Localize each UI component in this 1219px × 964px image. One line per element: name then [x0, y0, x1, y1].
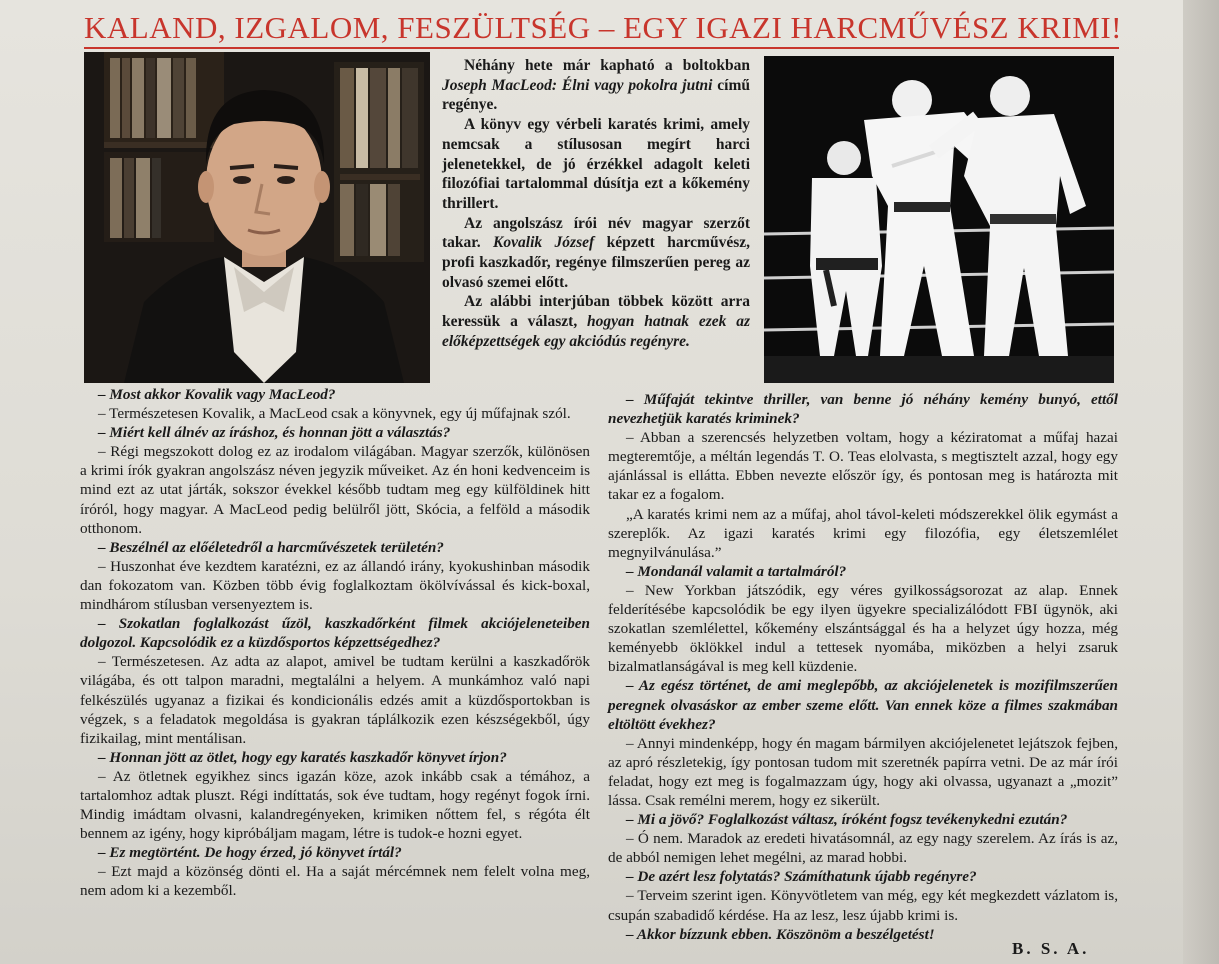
interview-question: – Akkor bízzunk ebben. Köszönöm a beszélgetést!: [626, 925, 935, 943]
intro-paragraph: A könyv egy vérbeli karatés krimi, amely nemcsak a stílusosan megírt harci jelenetekkel, de jó érzékkel adagolt keleti filozófiai tartalommal dúsítja ezt a kőkemény thrillert.: [442, 116, 750, 212]
interview-answer: – Huszonhat éve kezdtem karatézni, ez az állandó irány, kyokushinban második dan fokozatom van. Közben több évig foglalkoztam ökölvívással és kick-boxal, mindhárom stílusban versenyeztem is.: [80, 557, 590, 614]
interview-answer: – New Yorkban játszódik, egy véres gyilkosságsorozat az alap. Ennek felderítésébe kapcsolódik be egy ilyen ügyekre specializálódott FBI ügynök, aki szokatlan szemlélettel, kőkemény elszántsággal és ha a helyzet úgy hozza, még keményebb öklökkel indul a tettesek nyomába, miközben a helyi zsaruk bizalmatlanságával is meg kell küzdenie.: [608, 581, 1118, 676]
interview-answer: – Az ötletnek egyikhez sincs igazán köze, azok inkább csak a témához, a tartalomhoz adtak pluszt. Régi indíttatás, sok éve tudtam, hogy regényt fogok írni. Mindig imádtam olvasni, kalandregényeken, krimiken nőttem fel, s régóta élt bennem az igény, hogy kipróbáljam magam, létre is tudok-e hozni egyet.: [80, 767, 590, 843]
article-intro: [442, 56, 750, 352]
author-name: Kovalik József: [493, 234, 595, 252]
book-title: Joseph MacLeod: Élni vagy pokolra jutni: [442, 76, 713, 94]
interview-answer: – Terveim szerint igen. Könyvötletem van még, egy két megkezdett vázlatom is, csupán szabadidő kérdése. Ha az lesz, lesz újabb krimi is.: [608, 887, 1118, 924]
headline-rule: [84, 47, 1119, 49]
fight-illustration: [764, 56, 1114, 383]
interview-answer: – Annyi mindenképp, hogy én magam bármilyen akciójelenetet lejátszok fejben, az apró részletekig, így pontosan tudom mit szeretnék papírra vetni. De az már írói feladat, hogy ezt meg is fogalmazzam úgy, hogy aki olvassa, ugyanazt a „mozit” lássa. Csak remélni merem, hogy ez sikerült.: [608, 734, 1118, 809]
interview-question: – Miért kell álnév az íráshoz, és honnan jött a választás?: [98, 424, 451, 442]
interview-answer: – Ezt majd a közönség dönti el. Ha a saját mércémnek nem felelt volna meg, nem adom ki a kezemből.: [80, 863, 590, 900]
interview-answer: – Természetesen Kovalik, a MacLeod csak a könyvnek, egy új műfajnak szól.: [98, 405, 571, 423]
interview-answer: – Természetesen. Az adta az alapot, amivel be tudtam kerülni a kaszkadőrök világába, és ott talpon maradni, megtalálni a helyem. A munkámhoz való napi felkészülés ugyanaz a fizikai és kondicionális edzés amit a küzdősportokban is végzek, s a feladatok megoldása is gyakran táplálkozik ezen készségekből, úgy fizikailag, mint mentálisan.: [80, 653, 590, 747]
interview-question: – Szokatlan foglalkozást űzöl, kaszkadőrként filmek akciójeleneteiben dolgozol. Kapcsolódik ez a küzdősportos képzettségedhez?: [80, 615, 590, 652]
author-portrait-photo: [84, 52, 430, 383]
intro-paragraph: Az alábbi interjúban többek között arra keressük a választ, hogyan hatnak ezek az előképzettségek egy akciódús regényre.: [442, 293, 750, 350]
interview-question: – Mondanál valamit a tartalmáról?: [626, 562, 847, 580]
article-headline: KALAND, IZGALOM, FESZÜLTSÉG – EGY IGAZI HARCMŰVÉSZ KRIMI!: [84, 10, 1122, 45]
interview-column-right: [608, 390, 1118, 944]
interview-question: – Most akkor Kovalik vagy MacLeod?: [98, 386, 336, 403]
interview-question: – Ez megtörtént. De hogy érzed, jó könyvet írtál?: [98, 844, 402, 862]
interview-question: – Műfaját tekintve thriller, van benne jó néhány kemény bunyó, ettől nevezhetjük karatés kriminek?: [608, 391, 1118, 428]
interview-question: – Honnan jött az ötlet, hogy egy karatés kaszkadőr könyvet írjon?: [98, 748, 507, 766]
page-edge: [1183, 0, 1219, 964]
intro-paragraph: Az angolszász írói név magyar szerzőt takar. Kovalik József képzett harcművész, profi kaszkadőr, regénye filmszerűen pereg az olvasó szemei előtt.: [442, 214, 750, 291]
interview-answer: – Ó nem. Maradok az eredeti hivatásomnál, az egy nagy szerelem. Az írás is az, de abból nemigen lehet megélni, az marad hobbi.: [608, 830, 1118, 867]
interview-question: – Az egész történet, de ami meglepőbb, az akciójelenetek is mozifilmszerűen peregnek olvasáskor az ember szeme előtt. Van ennek köze a filmes szakmában eltöltött évekhez?: [608, 677, 1118, 733]
karate-fight-photo: [764, 56, 1114, 383]
interview-answer: „A karatés krimi nem az a műfaj, ahol távol-keleti módszerekkel ölik egymást a szereplők. Az igazi karatés krimi egy filozófia, egy életszemlélet megnyilvánulása.”: [608, 505, 1118, 561]
interview-column-left: [80, 385, 590, 901]
interview-question: – De azért lesz folytatás? Számíthatunk újabb regényre?: [626, 868, 977, 886]
interview-answer: – Abban a szerencsés helyzetben voltam, hogy a kéziratomat a műfaj hazai megteremtője, a méltán legendás T. O. Teas elolvasta, s megtisztelt azzal, hogy egy ajánlással is ellátta. Ebben nevezte először így, és pontosan meg is határozta mit takar ez a fogalom.: [608, 429, 1118, 504]
interview-question: – Mi a jövő? Foglalkozást váltasz, íróként fogsz tevékenykedni ezután?: [626, 811, 1068, 829]
author-signature: B. S. A.: [1012, 939, 1090, 958]
intro-paragraph: Néhány hete már kapható a boltokban Joseph MacLeod: Élni vagy pokolra jutni című regénye.: [442, 57, 750, 114]
interview-answer: – Régi megszokott dolog ez az irodalom világában. Magyar szerzők, különösen a krimi írók gyakran angolszász néven jegyzik műveiket. Az én honi kedvenceim is mind ezt az utat járták, sokszor évekkel később tudtam meg egy külföldinek hitt íróról, hogy magyar. A MacLeod pedig belülről jött, Skócia, a felföld a második otthonom.: [80, 443, 590, 537]
portrait-illustration: [84, 52, 430, 383]
interview-question: – Beszélnél az előéletedről a harcművészetek területén?: [98, 538, 444, 556]
